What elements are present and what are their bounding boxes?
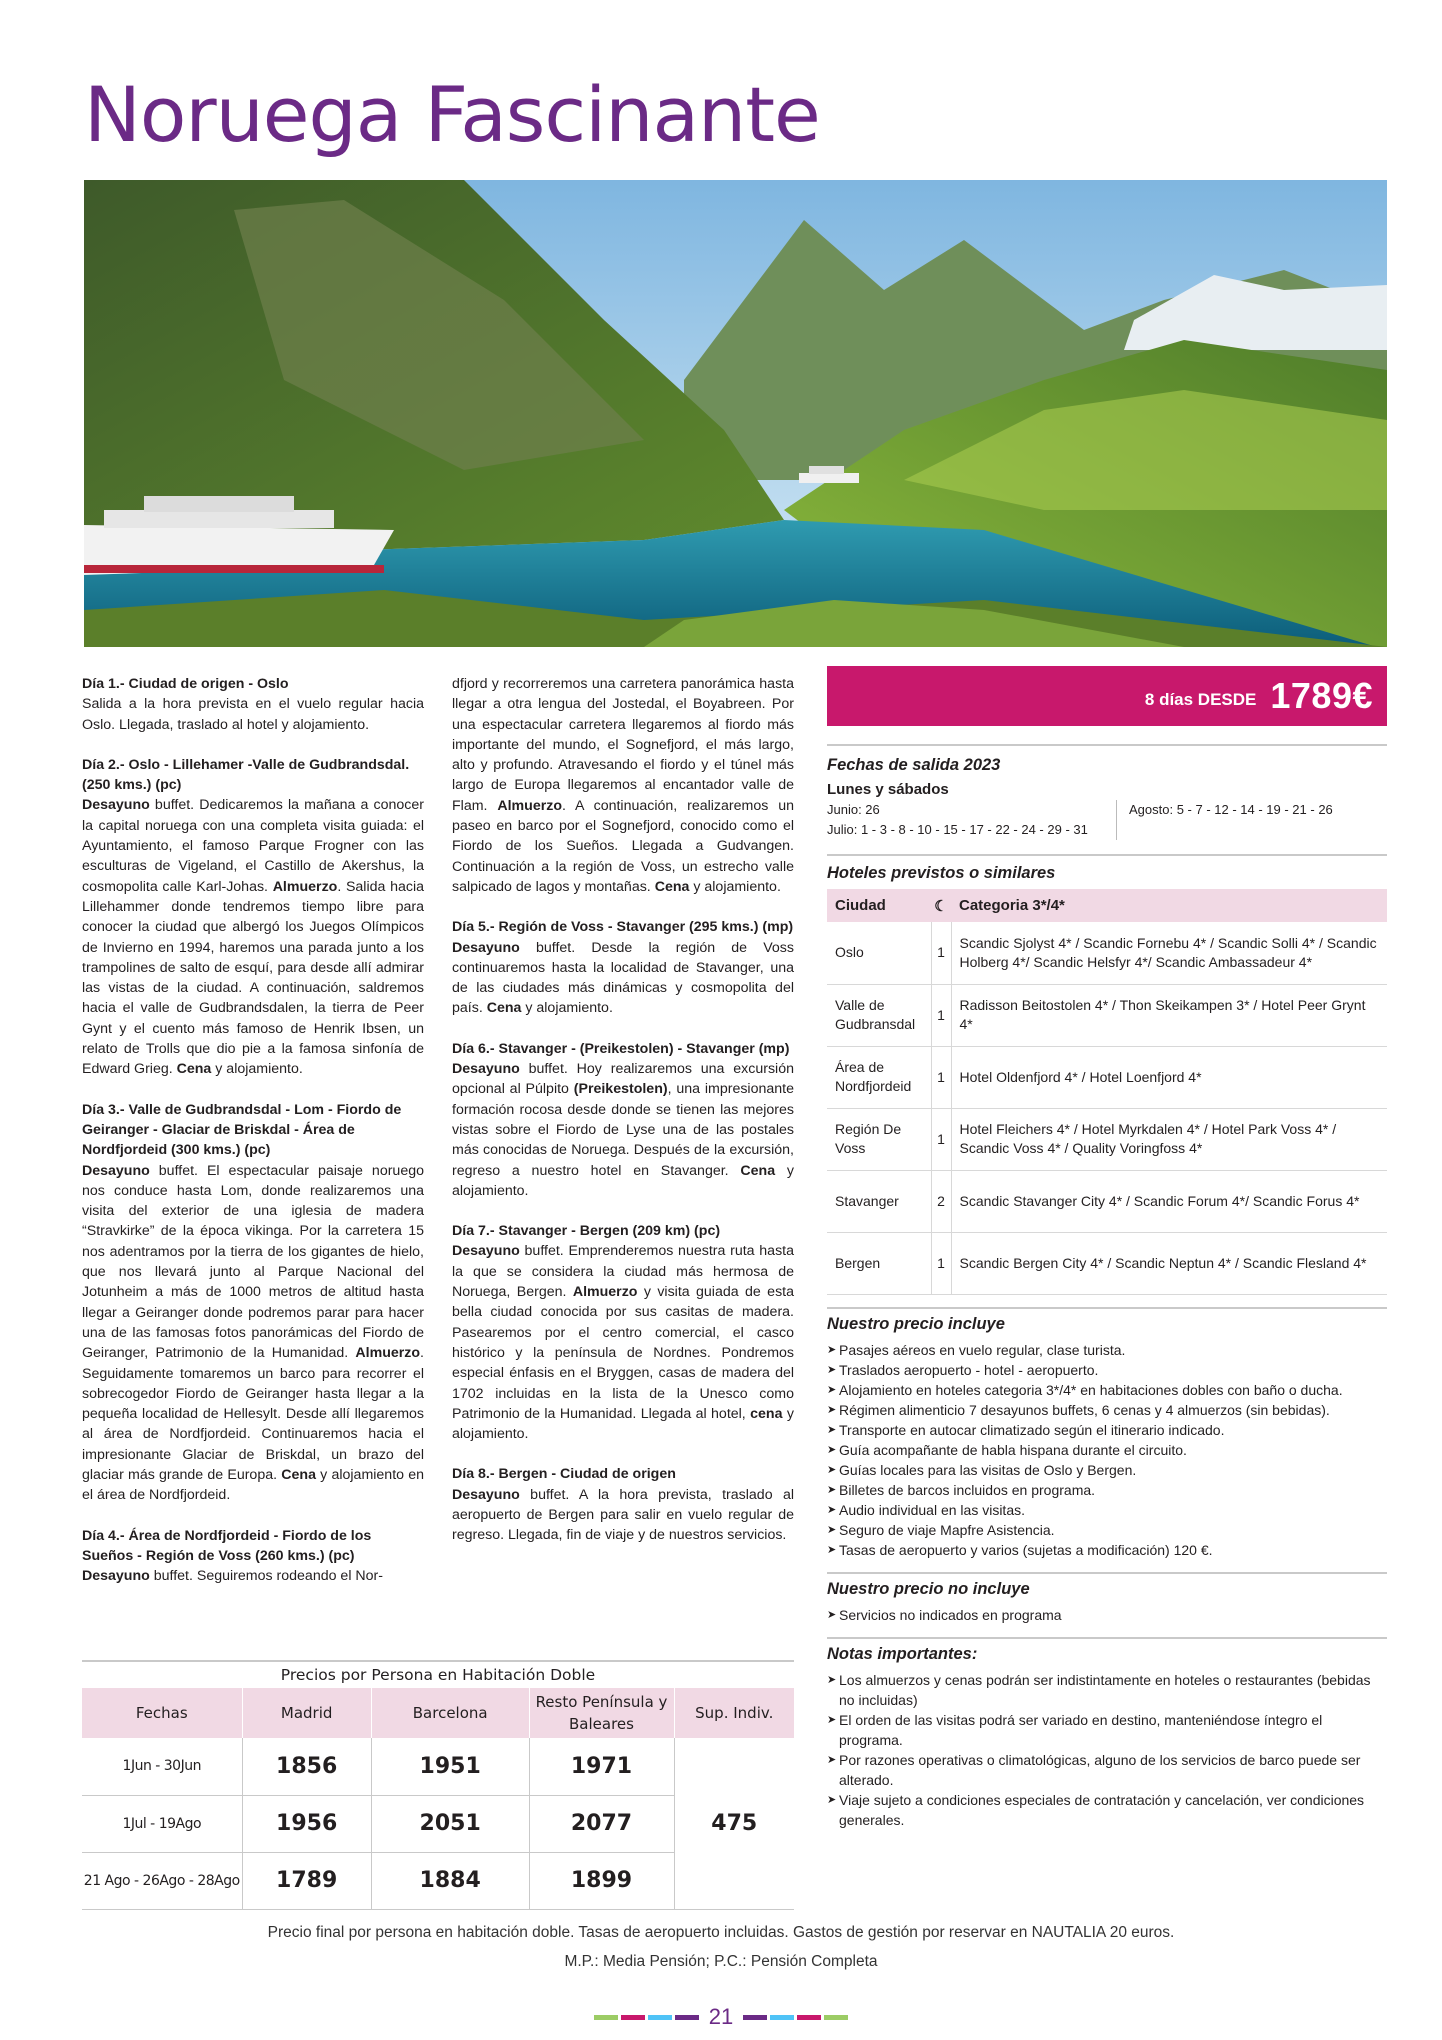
footer-note: Precio final por persona en habitación doble. Tasas de aeropuerto incluidas. Gastos de gestión por reservar en NAUTALIA 20 euros. [267,1924,1175,1941]
table-row: Stavanger 2 Scandic Stavanger City 4* / Scandic Forum 4*/ Scandic Forus 4* [827,1170,1387,1232]
table-row: Oslo 1 Scandic Sjolyst 4* / Scandic Fornebu 4* / Scandic Solli 4* / Scandic Holberg 4*/ Scandic Helsfyr 4*/ Scandic Ambassadeur 4* [827,922,1387,984]
departures-june: Junio: 26 [827,802,880,817]
day-4-continued [452,674,794,897]
day-text: Desayuno buffet. Seguiremos rodeando el Nor- [82,1568,384,1585]
price-table-section [82,1660,794,1910]
page-number: 21 [708,2004,734,2029]
list-item: ➤ Seguro de viaje Mapfre Asistencia. [827,1520,1387,1540]
table-row: Valle de Gudbransdal 1 Radisson Beitostolen 4* / Thon Skeikampen 3* / Hotel Peer Grynt 4* [827,984,1387,1046]
excludes-section [827,1580,1387,1625]
departures-subtitle: Lunes y sábados [827,781,949,798]
price-sup-indiv: 475 [674,1738,794,1909]
day-2 [82,755,424,1080]
includes-title: Nuestro precio incluye [827,1314,1005,1333]
day-title: Día 3.- Valle de Gudbrandsdal - Lom - Fiordo de Geiranger - Glaciar de Briskdal - Área de Nordfjordeid (300 kms.) (pc) [82,1101,402,1159]
includes-list [827,1340,1387,1560]
hotels-table [827,889,1387,1295]
page-title: Noruega Fascinante [84,70,820,159]
hero-fjord-image [84,180,1387,647]
price-band-label: 8 días DESDE [1144,690,1257,709]
departures-section [827,756,1387,840]
departures-title: Fechas de salida 2023 [827,756,1001,774]
moon-icon: ☾ [931,889,951,922]
fjord-illustration [84,180,1387,647]
hotels-col-category: Categoria 3*/4* [951,889,1387,922]
list-item: ➤ Alojamiento en hoteles categoria 3*/4* en habitaciones dobles con baño o ducha. [827,1380,1387,1400]
hotels-col-city: Ciudad [827,889,931,922]
itinerary-column-2 [452,674,794,1566]
day-text: Desayuno buffet. Emprenderemos nuestra ruta hasta la que se considera la ciudad más hermosa de Noruega, Bergen. Almuerzo y visita guiada de esta bella ciudad conocida por sus casitas de madera. Pasearemos por el centro comercial, el casco histórico y la península de Nordnes. Pondremos especial énfasis en el Bryggen, casas de madera del 1702 incluidas en la lista de la Unesco como Patrimonio de la Humanidad. Llegada al hotel, cena y alojamiento. [452,1243,794,1443]
price-col-madrid: Madrid [242,1688,371,1738]
list-item: ➤ El orden de las visitas podrá ser variado en destino, manteniéndose íntegro el programa. [827,1710,1387,1750]
decorative-bars-left [594,2015,699,2020]
table-row: 1Jun - 30Jun 1856 1951 1971 475 [82,1738,794,1795]
day-title: Día 7.- Stavanger - Bergen (209 km) (pc) [452,1223,721,1240]
notes-section [827,1645,1387,1830]
list-item: ➤ Pasajes aéreos en vuelo regular, clase turista. [827,1340,1387,1360]
list-item: ➤ Régimen alimenticio 7 desayunos buffets, 6 cenas y 4 almuerzos (sin bebidas). [827,1400,1387,1420]
price-col-sup: Sup. Indiv. [674,1688,794,1738]
day-4 [82,1526,424,1587]
day-text: Salida a la hora prevista en el vuelo regular hacia Oslo. Llegada, traslado al hotel y alojamiento. [82,696,424,733]
table-row: Región De Voss 1 Hotel Fleichers 4* / Hotel Myrkdalen 4* / Hotel Park Voss 4* / Scandic Voss 4* / Quality Voringfoss 4* [827,1108,1387,1170]
list-item: ➤ Los almuerzos y cenas podrán ser indistintamente en hoteles o restaurantes (bebidas no incluidas) [827,1670,1387,1710]
day-title: Día 4.- Área de Nordfjordeid - Fiordo de los Sueños - Región de Voss (260 kms.) (pc) [82,1527,372,1564]
hotels-title: Hoteles previstos o similares [827,864,1056,882]
list-item: ➤ Audio individual en las visitas. [827,1500,1387,1520]
notes-title: Notas importantes: [827,1644,978,1663]
excludes-list [827,1605,1387,1625]
price-col-dates: Fechas [82,1688,242,1738]
includes-section [827,1315,1387,1560]
price-col-resto: Resto Península y Baleares [529,1688,674,1738]
day-text: Desayuno buffet. Dedicaremos la mañana a conocer la capital noruega con una completa visita guiada: el Ayuntamiento, el famoso Parque Frogner con las esculturas de Vigeland, el Castillo de Akershus, la cosmopolita calle Karl-Johas. Almuerzo. Salida hacia Lillehammer donde tendremos tiempo libre para conocer la ciudad que albergó los Juegos Olímpicos de Invierno en 1994, haremos una parada junto a los trampolines de salto de esquí, para desde allí admirar las vistas de la ciudad. A continuación, saldremos hacia el valle de Gudbrandsdalen, la tierra de Peer Gynt y el cuento más famoso de Henrik Ibsen, un relato de Trolls que dio pie a la famosa sinfonía de Edward Grieg. Cena y alojamiento. [82,797,424,1078]
day-title: Día 1.- Ciudad de origen - Oslo [82,676,289,692]
decorative-bars-right [743,2015,848,2020]
list-item: ➤ Guías locales para las visitas de Oslo y Bergen. [827,1460,1387,1480]
hotels-section [827,864,1387,1295]
table-row: 21 Ago - 26Ago - 28Ago 1789 1884 1899 [82,1852,794,1909]
day-6 [452,1039,794,1201]
page-footer [0,2004,1442,2030]
day-text: Desayuno buffet. A la hora prevista, traslado al aeropuerto de Bergen para salir en vuelo regular de regreso. Llegada, fin de viaje y de nuestros servicios. [452,1486,794,1544]
day-1 [82,674,424,735]
day-text: dfjord y recorreremos una carretera panorámica hasta llegar a otra lengua del Jostedal, el Boyabreen. Por una espectacular carretera llegaremos al fiordo más importante del mundo, el Sognefjord, el más largo, alto y profundo. Atravesando el fiordo y el túnel más largo de Europa llegaremos al encantador valle de Flam. Almuerzo. A continuación, realizaremos un paseo en barco por el Sognefjord, conocido como el Fiordo de los Sueños. Llegada a Gudvangen. Continuación a la región de Voss, un estrecho valle salpicado de lagos y montañas. Cena y alojamiento. [452,676,794,895]
day-7 [452,1221,794,1444]
table-row: 1Jul - 19Ago 1956 2051 2077 [82,1795,794,1852]
day-3 [82,1100,424,1506]
departures-august: Agosto: 5 - 7 - 12 - 14 - 19 - 21 - 26 [1129,802,1333,817]
day-title: Día 5.- Región de Voss - Stavanger (295 kms.) (mp) [452,919,794,936]
price-table-caption: Precios por Persona en Habitación Doble [82,1660,794,1688]
list-item: ➤ Traslados aeropuerto - hotel - aeropuerto. [827,1360,1387,1380]
list-item: ➤ Servicios no indicados en programa [827,1605,1387,1625]
price-table [82,1688,794,1910]
price-band-amount: 1789€ [1270,675,1373,716]
day-text: Desayuno buffet. Hoy realizaremos una excursión opcional al Púlpito (Preikestolen), una impresionante formación rocosa desde donde se tienen las mejores vistas sobre el Fiordo de Lyse una de las postales más conocidas de Noruega. Después de la excursión, regreso a nuestro hotel en Stavanger. Cena y alojamiento. [452,1061,794,1199]
list-item: ➤ Viaje sujeto a condiciones especiales de contratación y cancelación, ver condiciones generales. [827,1790,1387,1830]
sidebar-info [827,666,1387,1830]
itinerary-column-1 [82,674,424,1606]
day-title: Día 8.- Bergen - Ciudad de origen [452,1466,676,1483]
departures-july: Julio: 1 - 3 - 8 - 10 - 15 - 17 - 22 - 24 - 29 - 31 [827,822,1088,837]
footer-abbrev: M.P.: Media Pensión; P.C.: Pensión Completa [564,1953,878,1970]
table-row: Bergen 1 Scandic Bergen City 4* / Scandic Neptun 4* / Scandic Flesland 4* [827,1232,1387,1294]
price-band [827,666,1387,726]
list-item: ➤ Por razones operativas o climatológicas, alguno de los servicios de barco puede ser alterado. [827,1750,1387,1790]
day-text: Desayuno buffet. Desde la región de Voss continuaremos hasta la localidad de Stavanger, una de las ciudades más dinámicas y cosmopolita del país. Cena y alojamiento. [452,939,794,1017]
notes-list [827,1670,1387,1830]
day-text: Desayuno buffet. El espectacular paisaje noruego nos conduce hasta Lom, donde realizaremos una visita del exterior de una iglesia de madera “Stravkirke” de la época vikinga. Por la carretera 15 nos adentramos por la tierra de los gigantes de hielo, que nos llevará junto al Parque Nacional del Jotunheim a más de 1000 metros de altitud hasta llegar a Geiranger donde podremos parar para hacer una de las famosas fotos panorámicas del Fiordo de Geiranger, Patrimonio de la Humanidad. Almuerzo. Seguidamente tomaremos un barco para recorrer el sobrecogedor Fiordo de Geiranger hasta llegar a la pequeña localidad de Hellesylt. Desde allí llegaremos al área de Nordfjordeid. Continuaremos hacia el impresionante Glaciar de Briskdal, un brazo del glaciar más grande de Europa. Cena y alojamiento en el área de Nordfjordeid. [82,1162,425,1504]
price-col-barcelona: Barcelona [371,1688,529,1738]
list-item: ➤ Tasas de aeropuerto y varios (sujetas a modificación) 120 €. [827,1540,1387,1560]
day-8 [452,1464,794,1545]
list-item: ➤ Transporte en autocar climatizado según el itinerario indicado. [827,1420,1387,1440]
day-title: Día 2.- Oslo - Lillehamer -Valle de Gudbrandsdal.(250 kms.) (pc) [82,756,410,794]
table-row: Área de Nordfjordeid 1 Hotel Oldenfjord 4* / Hotel Loenfjord 4* [827,1046,1387,1108]
day-5 [452,917,794,1018]
excludes-title: Nuestro precio no incluye [827,1579,1030,1598]
day-title: Día 6.- Stavanger - (Preikestolen) - Stavanger (mp) [452,1040,790,1057]
list-item: ➤ Billetes de barcos incluidos en programa. [827,1480,1387,1500]
list-item: ➤ Guía acompañante de habla hispana durante el circuito. [827,1440,1387,1460]
